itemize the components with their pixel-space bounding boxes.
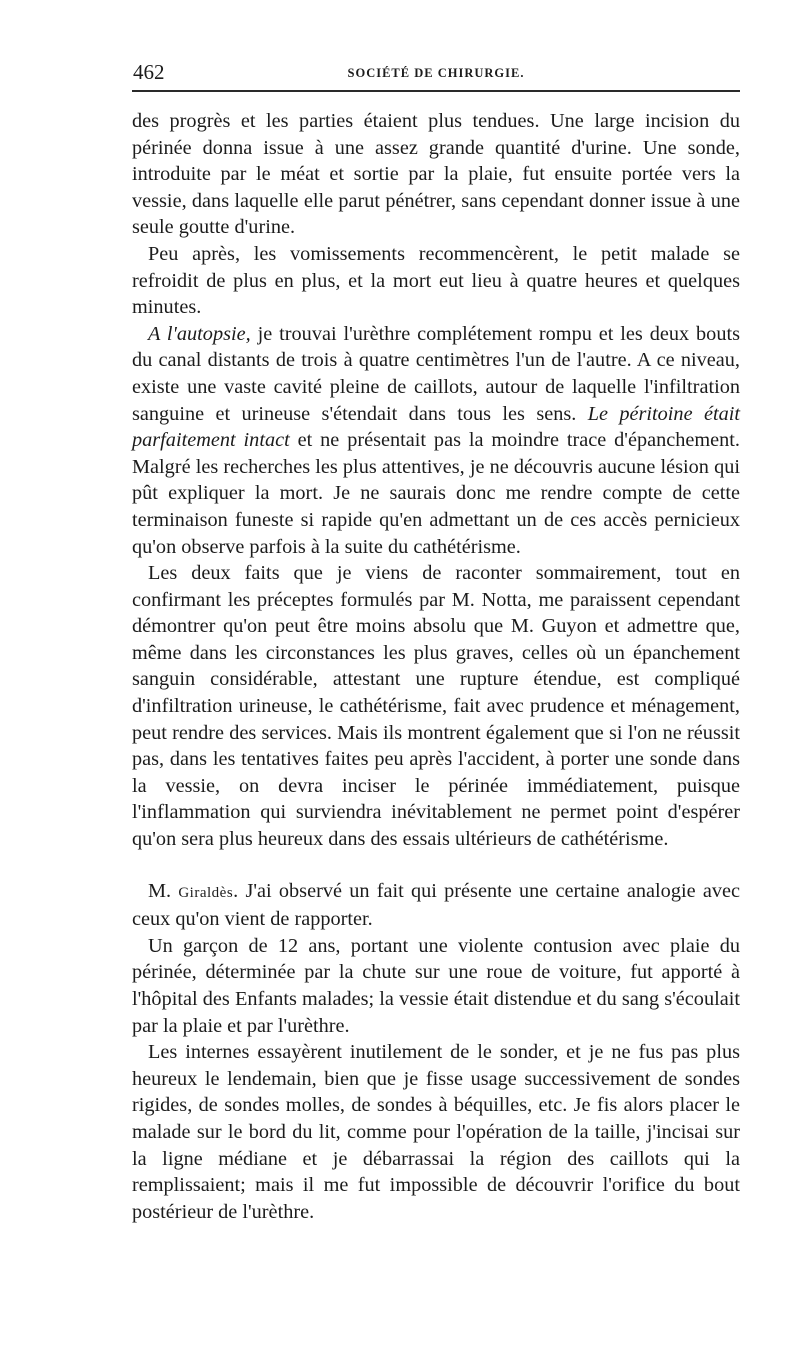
autopsy-text-a: je trouvai l'urèthre complétement rompu et les deux bouts du canal distants de trois à quatre centimètres l'un de l'autre. A ce niveau, existe une vaste cavité pleine de caillots, autour de laquelle l'infiltration sanguine et urineuse s'étendait dans tous les sens. [132,322,740,425]
body-text [132,108,740,1225]
speaker-prefix: M. [148,879,179,902]
paragraph-autopsy [132,321,740,560]
paragraph-vomiting: Peu après, les vomissements recommencèrent, le petit malade se refroidit de plus en plus, et la mort eut lieu à quatre heures et quelques minutes. [132,242,740,319]
paragraph-continuation: des progrès et les parties étaient plus tendues. Une large incision du périnée donna issue à une assez grande quantité d'urine. Une sonde, introduite par le méat et sortie par la plaie, fut ensuite portée vers la vessie, dans laquelle elle parut pénétrer, sans cependant donner issue à une seule goutte d'urine. [132,110,740,239]
book-page [132,58,740,1225]
speaker-name: Giraldès [178,884,234,901]
header-rule [132,90,740,92]
paragraph-case: Un garçon de 12 ans, portant une violente contusion avec plaie du périnée, déterminée par la chute sur une roue de voiture, fut apporté à l'hôpital des Enfants malades; la vessie était distendue et du sang s'écoulait par la plaie et par l'urèthre. [132,934,740,1037]
running-header [132,58,740,90]
italic-peritoine: Le péritoine était parfaitement intact [132,402,740,452]
autopsy-text-b: et ne présentait pas la moindre trace d'épanchement. Malgré les recherches les plus attentives, je ne découvris aucune lésion qui pût expliquer la mort. Je ne saurais donc me rendre compte de cette terminaison funeste si rapide qu'en admettant un de ces accès pernicieux qu'on observe parfois à la suite du cathétérisme. [132,429,740,558]
paragraph-conclusion: Les deux faits que je viens de raconter sommairement, tout en confirmant les préceptes formulés par M. Notta, me paraissent cependant démontrer qu'on peut être moins absolu que M. Guyon et admettre que, même dans les circonstances les plus graves, celles où un épanchement sanguin considérable, attestant une rupture étendue, est compliqué d'infiltration urineuse, le cathétérisme, fait avec prudence et ménagement, peut rendre des services. Mais ils montrent également que si l'on ne réussit pas, dans les tentatives faites peu après l'accident, à porter une sonde dans la vessie, on devra inciser le périnée immédiatement, puisque l'inflammation qui surviendra inévitablement ne permet point d'espérer qu'on sera plus heureux dans des essais ultérieurs de cathétérisme. [132,562,740,851]
speaker-text: . J'ai observé un fait qui présente une certaine analogie avec ceux qu'on vient de rapporter. [132,879,740,931]
paragraph-giraldes [132,878,740,933]
running-title: SOCIÉTÉ DE CHIRURGIE. [347,66,525,80]
page-number: 462 [133,60,165,84]
italic-autopsy: A l'autopsie, [148,322,251,345]
paragraph-treatment: Les internes essayèrent inutilement de le sonder, et je ne fus pas plus heureux le lendemain, bien que je fisse usage successivement de sondes rigides, de sondes molles, de sondes à béquilles, etc. Je fis alors placer le malade sur le bord du lit, comme pour l'opération de la taille, j'incisai sur la ligne médiane et je débarrassai la région des caillots qui la remplissaient; mais il me fut impossible de découvrir l'orifice du bout postérieur de l'urèthre. [132,1041,740,1223]
